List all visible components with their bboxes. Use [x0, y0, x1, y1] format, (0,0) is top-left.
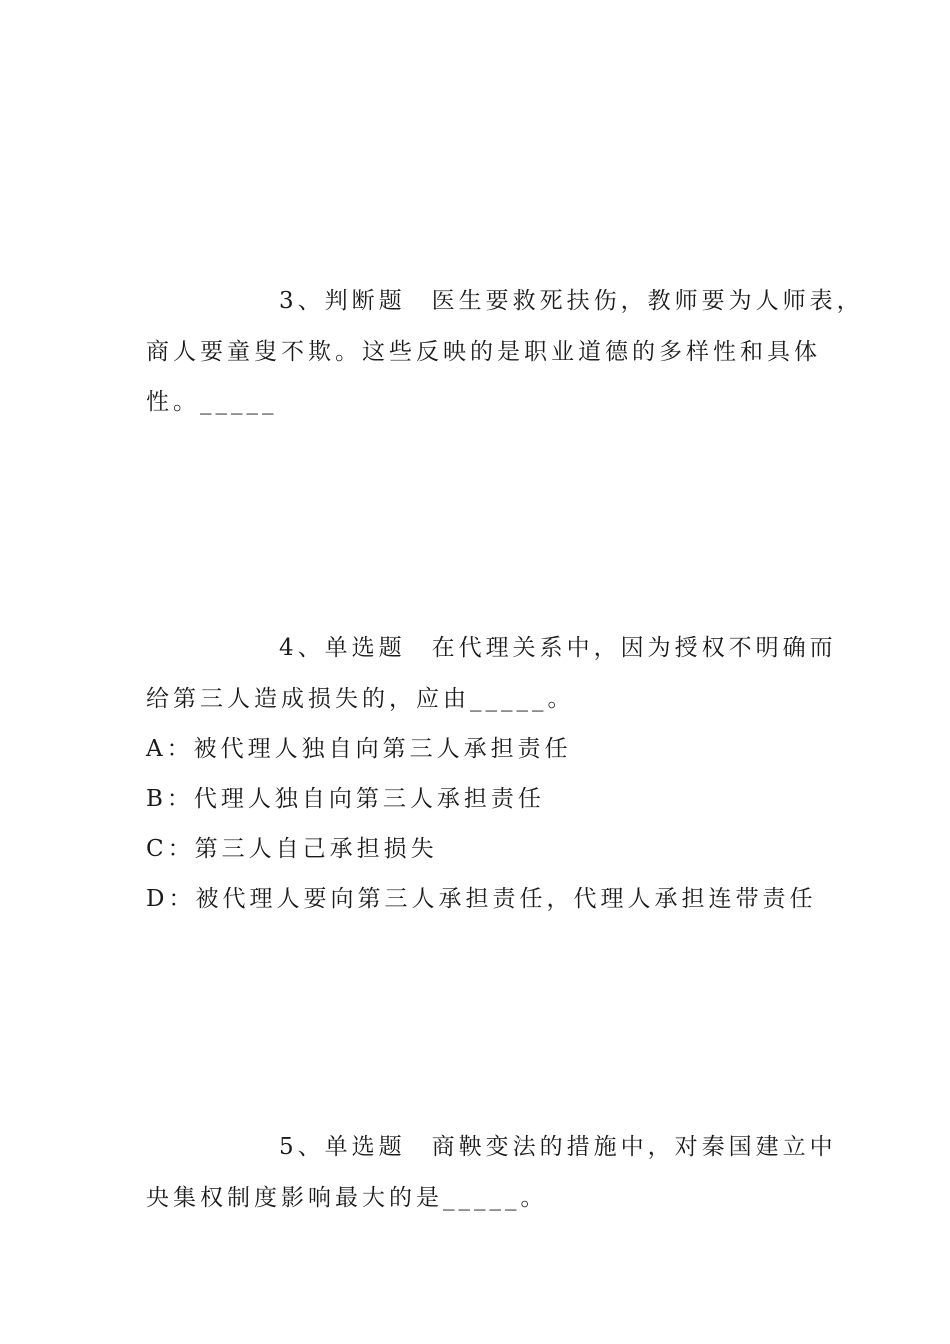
question-5-type: 5、单选题: [279, 1134, 406, 1160]
question-5-line-1: [279, 1132, 837, 1162]
question-3-line-1: [279, 286, 864, 316]
question-4-line-2: 给第三人造成损失的，应由_____。: [146, 686, 575, 712]
question-4-option-a: A：被代理人独自向第三人承担责任: [146, 736, 572, 762]
question-4-line-1: [279, 633, 837, 663]
question-3-type: 3、判断题: [279, 288, 406, 314]
question-3-text-start: 医生要救死扶伤，教师要为人师表，: [431, 288, 864, 314]
question-3-line-2: 商人要童叟不欺。这些反映的是职业道德的多样性和具体: [146, 339, 821, 365]
question-5-text-start: 商鞅变法的措施中，对秦国建立中: [431, 1134, 837, 1160]
question-4-option-d: D：被代理人要向第三人承担责任，代理人承担连带责任: [146, 886, 817, 912]
question-4-option-b: B：代理人独自向第三人承担责任: [146, 786, 545, 812]
question-3-line-3: 性。_____: [146, 389, 278, 415]
question-5-line-2: 央集权制度影响最大的是_____。: [146, 1185, 548, 1211]
question-4-text-start: 在代理关系中，因为授权不明确而: [431, 635, 837, 661]
question-4-option-c: C：第三人自己承担损失: [146, 836, 438, 862]
question-4-type: 4、单选题: [279, 635, 406, 661]
